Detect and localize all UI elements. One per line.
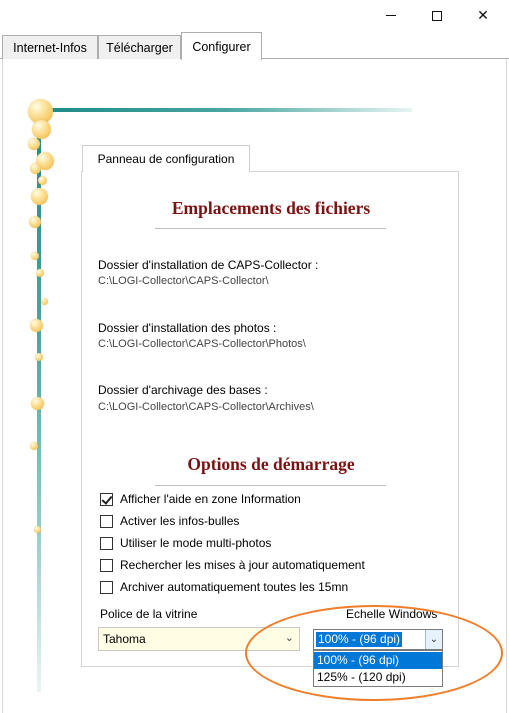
bubble-decoration bbox=[32, 120, 51, 139]
option-multi-photos[interactable] bbox=[100, 535, 271, 551]
checkbox[interactable] bbox=[100, 581, 113, 594]
option-label: Rechercher les mises à jour automatiquement bbox=[120, 558, 365, 572]
scale-select-value: 100% - (96 dpi) bbox=[318, 632, 401, 646]
bubble-decoration bbox=[31, 397, 44, 410]
bubble-decoration bbox=[30, 442, 38, 450]
option-label: Afficher l'aide en zone Information bbox=[120, 492, 301, 506]
chevron-down-icon: ⌄ bbox=[284, 631, 294, 644]
checkbox[interactable] bbox=[100, 559, 113, 572]
decorative-branch bbox=[40, 108, 412, 112]
minimize-button[interactable] bbox=[368, 0, 414, 31]
title-bar bbox=[0, 0, 509, 31]
tab-internet-infos[interactable]: Internet-Infos bbox=[2, 35, 98, 59]
option-tooltips[interactable] bbox=[100, 513, 239, 529]
bubble-decoration bbox=[41, 298, 48, 305]
bubble-decoration bbox=[30, 163, 41, 174]
bubble-decoration bbox=[36, 269, 44, 277]
tab-telecharger[interactable]: Télécharger bbox=[98, 35, 181, 59]
checkbox[interactable] bbox=[100, 537, 113, 550]
main-tabs bbox=[0, 31, 509, 59]
option-label: Archiver automatiquement toutes les 15mn bbox=[120, 580, 349, 594]
font-select-value: Tahoma bbox=[103, 632, 146, 646]
heading-divider bbox=[155, 485, 386, 486]
heading-divider bbox=[155, 228, 386, 229]
bubble-decoration bbox=[31, 252, 39, 260]
scale-select[interactable] bbox=[313, 629, 443, 650]
locations-heading: Emplacements des fichiers bbox=[171, 198, 371, 218]
option-label: Activer les infos-bulles bbox=[120, 514, 240, 528]
checkbox[interactable] bbox=[100, 515, 113, 528]
option-label: Utiliser le mode multi-photos bbox=[120, 536, 272, 550]
bubble-decoration bbox=[29, 216, 41, 228]
bubble-decoration bbox=[35, 353, 43, 361]
configuration-panel bbox=[81, 171, 459, 667]
chevron-down-icon[interactable]: ⌄ bbox=[425, 630, 442, 649]
archive-folder-label: Dossier d'archivage des bases : bbox=[98, 383, 268, 397]
minimize-icon bbox=[386, 15, 396, 16]
scale-option-100[interactable]: 100% - (96 dpi) bbox=[314, 652, 442, 669]
font-select[interactable] bbox=[98, 627, 300, 651]
archive-folder-path[interactable]: C:\LOGI-Collector\CAPS-Collector\Archives\ bbox=[98, 401, 314, 413]
photos-folder-label: Dossier d'installation des photos : bbox=[98, 321, 277, 335]
bubble-decoration bbox=[28, 138, 40, 150]
maximize-icon bbox=[432, 11, 442, 21]
option-show-help[interactable] bbox=[100, 491, 301, 507]
install-folder-path[interactable]: C:\LOGI-Collector\CAPS-Collector\ bbox=[98, 275, 269, 287]
font-label: Police de la vitrine bbox=[100, 607, 198, 621]
maximize-button[interactable] bbox=[414, 0, 460, 31]
scale-dropdown-list bbox=[313, 650, 443, 687]
bubble-decoration bbox=[38, 176, 47, 185]
options-heading: Options de démarrage bbox=[187, 454, 355, 474]
close-icon: ✕ bbox=[477, 7, 489, 24]
checkbox-checked[interactable] bbox=[100, 493, 113, 506]
option-auto-update[interactable] bbox=[100, 557, 365, 573]
bubble-decoration bbox=[31, 188, 48, 205]
tab-configurer[interactable]: Configurer bbox=[181, 32, 262, 60]
tab-panneau-configuration[interactable]: Panneau de configuration bbox=[82, 145, 250, 172]
scale-option-125[interactable]: 125% - (120 dpi) bbox=[317, 670, 406, 684]
bubble-decoration bbox=[34, 526, 41, 533]
close-button[interactable] bbox=[460, 0, 506, 31]
photos-folder-path[interactable]: C:\LOGI-Collector\CAPS-Collector\Photos\ bbox=[98, 338, 306, 350]
scale-label: Echelle Windows bbox=[346, 607, 438, 621]
option-auto-archive[interactable] bbox=[100, 579, 348, 595]
install-folder-label: Dossier d'installation de CAPS-Collector : bbox=[98, 258, 319, 272]
bubble-decoration bbox=[30, 319, 43, 332]
